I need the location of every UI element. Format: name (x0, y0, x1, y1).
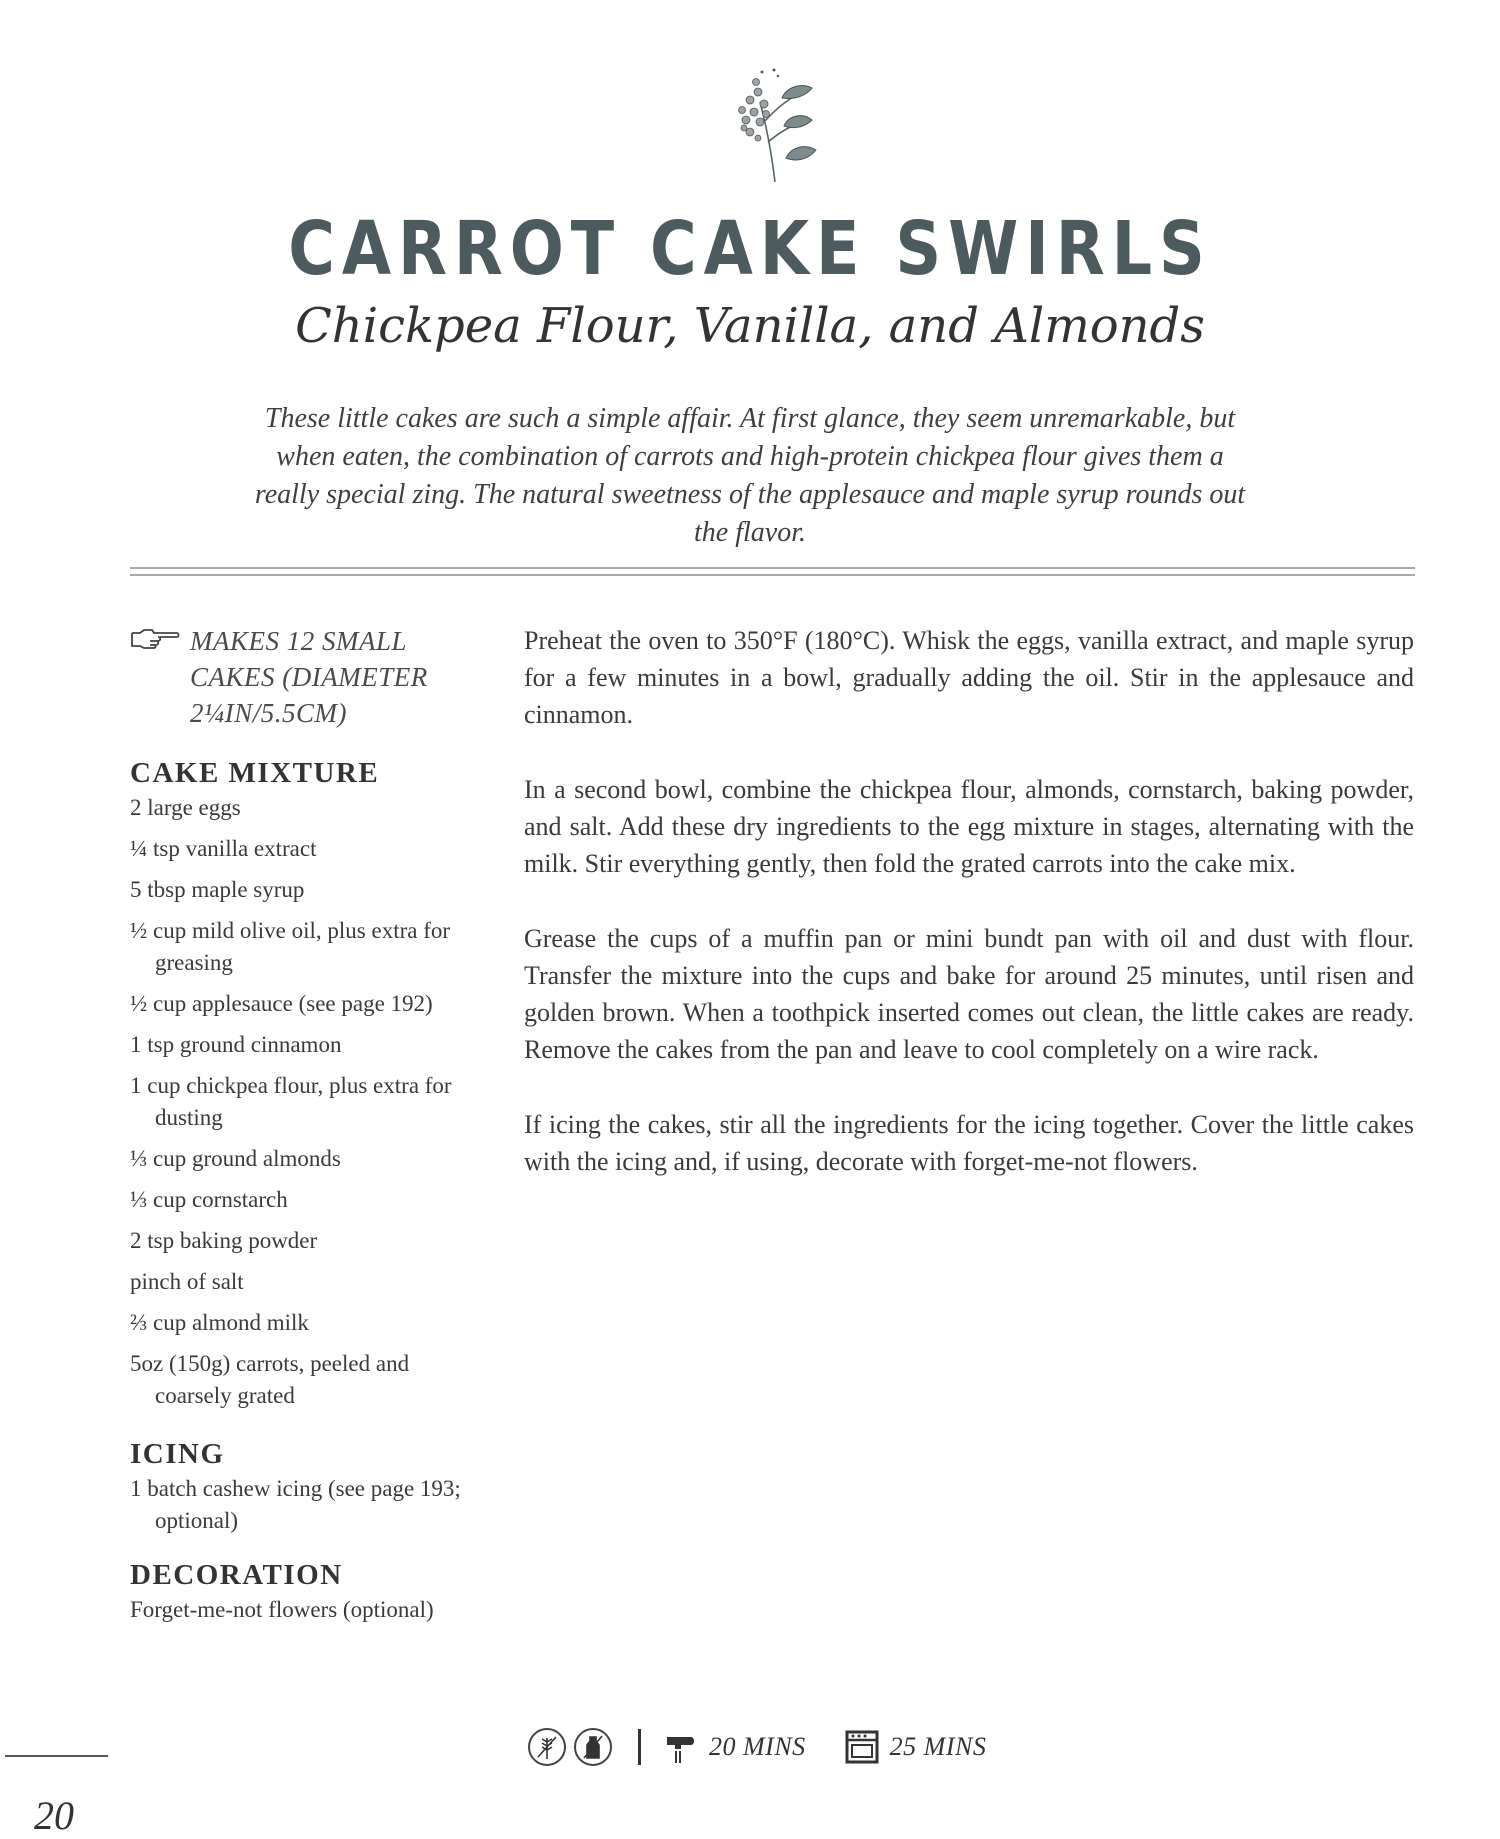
ingredient-item: Forget-me-not flowers (optional) (130, 1597, 434, 1622)
ingredient-item: ⅔ cup almond milk (130, 1310, 309, 1335)
method-step: If icing the cakes, stir all the ingredients for the icing together. Cover the little cakes with the icing and, if using, decorate with forget-me-not flowers. (524, 1110, 1414, 1176)
yield-line: CAKES (DIAMETER (190, 662, 428, 692)
icing-list (130, 1473, 480, 1537)
method-step: Grease the cups of a muffin pan or mini bundt pan with oil and dust with flour. Transfer the mixture into the cups and bake for around 25 minutes, until risen and golden brown. When a toothpick inserted comes out clean, the little cakes are ready. Remove the cakes from the pan and leave to cool completely on a wire rack. (524, 924, 1414, 1064)
ingredient-item: 5oz (150g) carrots, peeled and coarsely grated (130, 1351, 410, 1408)
method-step: Preheat the oven to 350°F (180°C). Whisk the eggs, vanilla extract, and maple syrup for a few minutes in a bowl, gradually adding the oil. Stir in the applesauce and cinnamon. (524, 626, 1414, 729)
ingredient-item: ½ cup mild olive oil, plus extra for greasing (130, 918, 451, 975)
method-step: In a second bowl, combine the chickpea flour, almonds, cornstarch, baking powder, and salt. Add these dry ingredients to the egg mixture in stages, alternating with the milk. Stir everything gently, then fold the grated carrots into the cake mix. (524, 775, 1414, 878)
ingredients-column (130, 623, 480, 1635)
ingredient-item: ½ cup applesauce (see page 192) (130, 991, 433, 1016)
decoration-list (130, 1594, 480, 1626)
ingredient-item: ⅓ cup ground almonds (130, 1146, 341, 1171)
pointing-hand-icon (130, 627, 180, 649)
cake-mixture-heading: CAKE MIXTURE (130, 757, 380, 789)
prep-time: 20 MINS (709, 1732, 806, 1761)
ingredient-item: ⅓ cup cornstarch (130, 1187, 288, 1212)
recipe-title: CARROT CAKE SWIRLS (288, 206, 1212, 292)
footer-divider (638, 1729, 641, 1765)
ingredient-item: 1 cup chickpea flour, plus extra for dusting (130, 1073, 452, 1130)
recipe-subtitle: Chickpea Flour, Vanilla, and Almonds (295, 298, 1205, 354)
yield-line: MAKES 12 SMALL (190, 626, 408, 656)
recipe-info-bar (528, 1726, 1024, 1768)
cake-mixture-list (130, 792, 480, 1412)
gluten-free-icon (528, 1728, 566, 1766)
ingredient-item: 1 tsp ground cinnamon (130, 1032, 342, 1057)
oven-icon (844, 1729, 880, 1765)
ingredient-item: 2 large eggs (130, 795, 241, 820)
page-number: 20 (34, 1793, 74, 1838)
mixer-icon (663, 1729, 699, 1765)
bake-time: 25 MINS (889, 1732, 987, 1761)
ingredient-item: pinch of salt (130, 1269, 244, 1294)
ingredient-item: 2 tsp baking powder (130, 1228, 318, 1253)
dairy-free-icon (574, 1728, 612, 1766)
page-number-rule (5, 1755, 108, 1757)
icing-heading: ICING (130, 1438, 225, 1470)
recipe-intro: These little cakes are such a simple affair. At first glance, they seem unremarkable, but when eaten, the combination of carrots and high-protein chickpea flour gives them a really special zing. The natural sweetness of the applesauce and maple syrup rounds out the flavor. (254, 403, 1246, 548)
ingredient-item: 1 batch cashew icing (see page 193; optional) (130, 1476, 461, 1533)
section-divider (130, 567, 1415, 576)
yield-line: 2¼IN/5.5CM) (190, 698, 347, 728)
ingredient-item: ¼ tsp vanilla extract (130, 836, 317, 861)
recipe-yield (130, 623, 480, 731)
decoration-heading: DECORATION (130, 1559, 343, 1591)
ingredient-item: 5 tbsp maple syrup (130, 877, 305, 902)
method-column (524, 622, 1414, 1218)
botanical-sprig-illustration (720, 62, 830, 187)
